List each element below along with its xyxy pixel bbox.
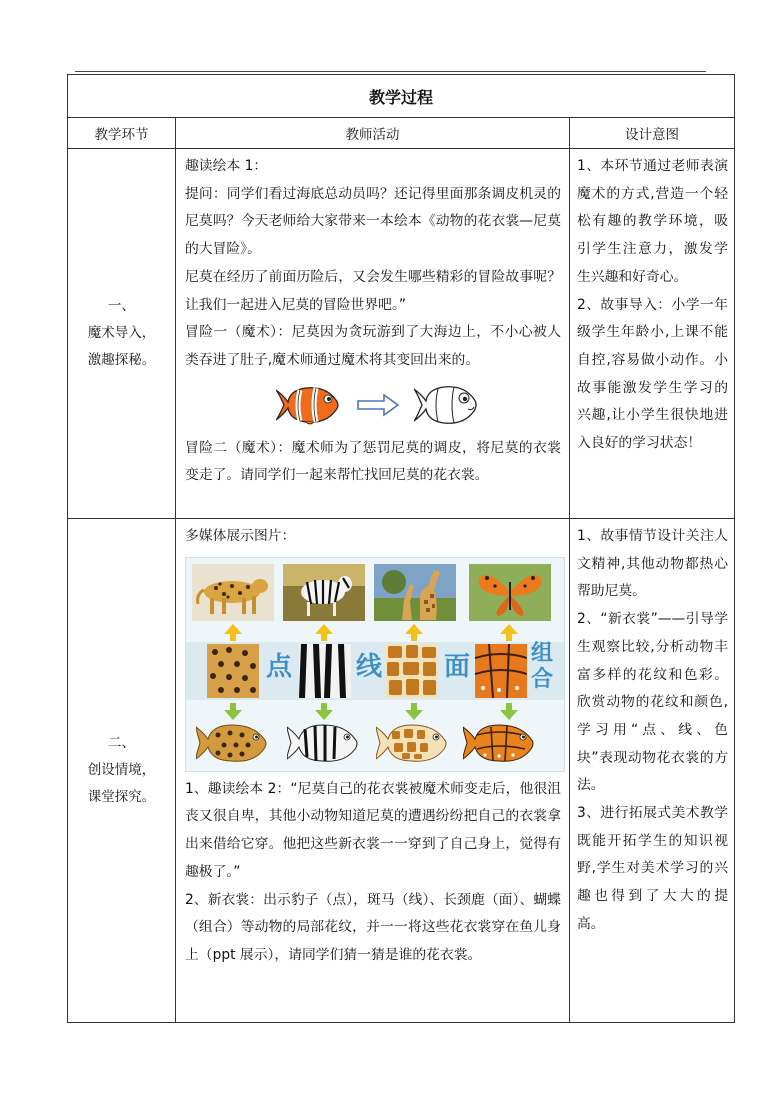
- giraffe-photo: [374, 564, 456, 621]
- teaching-process-table: [67, 74, 735, 1023]
- paragraph: 提问：同学们看过海底总动员吗？还记得里面那条调皮机灵的尼莫吗？今天老师给大家带来一本绘本《动物的花衣裳—尼莫的大冒险》。: [185, 185, 561, 258]
- butterfly-fish-icon: [463, 721, 535, 765]
- header-design-intent: 设计意图: [570, 118, 735, 149]
- arrow-right-icon: [356, 393, 400, 417]
- label-dot: 点: [266, 651, 293, 682]
- stage-1-line2: 激趣探秘。: [87, 352, 156, 368]
- teacher-activity-2: [176, 519, 570, 1023]
- label-combo-1: 组: [531, 640, 554, 666]
- arrow-down-icon: [405, 710, 423, 720]
- paragraph: 3、进行拓展式美术教学既能开拓学生的知识视野,学生对美术学习的兴趣也得到了大大的提高。: [577, 805, 728, 932]
- label-line: 线: [356, 651, 383, 682]
- top-rule: [75, 71, 706, 72]
- design-intent-1: [570, 149, 735, 519]
- paragraph: 尼莫在经历了前面历险后，又会发生哪些精彩的冒险故事呢？让我们一起进入尼莫的冒险世界吧。”: [185, 268, 561, 313]
- paragraph: 2、新衣裳：出示豹子（点），斑马（线）、长颈鹿（面）、蝴蝶（组合）等动物的局部花纹，并一一将这些花衣裳穿在鱼儿身上（ppt 展示），请同学们猜一猜是谁的花衣裳。: [185, 891, 561, 963]
- animal-pattern-collage: [185, 557, 565, 772]
- paragraph: 多媒体展示图片：: [185, 528, 296, 544]
- stage-2-line1: 创设情境，: [87, 762, 156, 778]
- label-face: 面: [444, 651, 471, 682]
- giraffe-fish-icon: [376, 721, 448, 765]
- header-stage: 教学环节: [68, 118, 176, 149]
- leopard-photo: [192, 564, 274, 621]
- giraffe-swatch: [386, 644, 438, 698]
- outline-fish-icon: [414, 383, 480, 427]
- clownfish-icon: [276, 384, 342, 426]
- paragraph: 2、“新衣裳”——引导学生观察比较,分析动物丰富多样的花纹和色彩。欣赏动物的花纹和颜色,学习用“点、线、色块”表现动物花衣裳的方法。: [577, 611, 728, 794]
- paragraph: 2、故事导入：小学一年级学生年龄小,上课不能自控,容易做小动作。小故事能激发学生学习的兴趣,让小学生很快地进入良好的学习状态！: [577, 296, 728, 452]
- zebra-fish-icon: [287, 721, 359, 765]
- arrow-down-icon: [224, 710, 242, 720]
- stage-cell-2: [68, 519, 176, 1023]
- paragraph: 冒险二（魔术）：魔术师为了惩罚尼莫的调皮，将尼莫的衣裳变走了。请同学们一起来帮忙找回尼莫的花衣裳。: [185, 439, 561, 484]
- table-title: 教学过程: [68, 75, 735, 118]
- stage-2-number: 二、: [108, 735, 135, 751]
- butterfly-photo: [469, 564, 551, 621]
- design-intent-2: [570, 519, 735, 1023]
- table-row: [68, 519, 735, 1023]
- stage-1-number: 一、: [108, 298, 135, 314]
- stage-1-line1: 魔术导入，: [87, 325, 156, 341]
- arrow-down-icon: [500, 710, 518, 720]
- arrow-down-icon: [315, 710, 333, 720]
- leopard-fish-icon: [196, 721, 268, 765]
- paragraph: 1、故事情节设计关注人文精神,其他动物都热心帮助尼莫。: [577, 528, 728, 600]
- zebra-swatch: [299, 644, 351, 698]
- label-combo-2: 合: [531, 666, 554, 692]
- paragraph: 冒险一（魔术）：尼莫因为贪玩游到了大海边上，不小心被人类吞进了肚子,魔术师通过魔术将其变回出来的。: [185, 324, 561, 368]
- stage-cell-1: [68, 149, 176, 519]
- table-row: [68, 149, 735, 519]
- butterfly-swatch: [475, 644, 527, 698]
- stage-2-line2: 课堂探究。: [87, 789, 156, 805]
- zebra-photo: [283, 564, 365, 621]
- teacher-activity-1: [176, 149, 570, 519]
- header-teacher-activity: 教师活动: [176, 118, 570, 149]
- magic-illustration: [185, 375, 561, 435]
- paragraph: 1、本环节通过老师表演魔术的方式,营造一个轻松有趣的教学环境，吸引学生注意力，激发学生兴趣和好奇心。: [577, 158, 728, 285]
- paragraph: 1、趣读绘本 2：“尼莫自己的花衣裳被魔术师变走后，他很沮丧又很自卑，其他小动物知道尼莫的遭遇纷纷把自己的衣裳拿出来借给它穿。他把这些新衣裳一一穿到了自己身上，觉得有趣极了。”: [185, 780, 561, 880]
- leopard-swatch: [207, 644, 259, 698]
- paragraph: 趣读绘本 1：: [185, 158, 268, 174]
